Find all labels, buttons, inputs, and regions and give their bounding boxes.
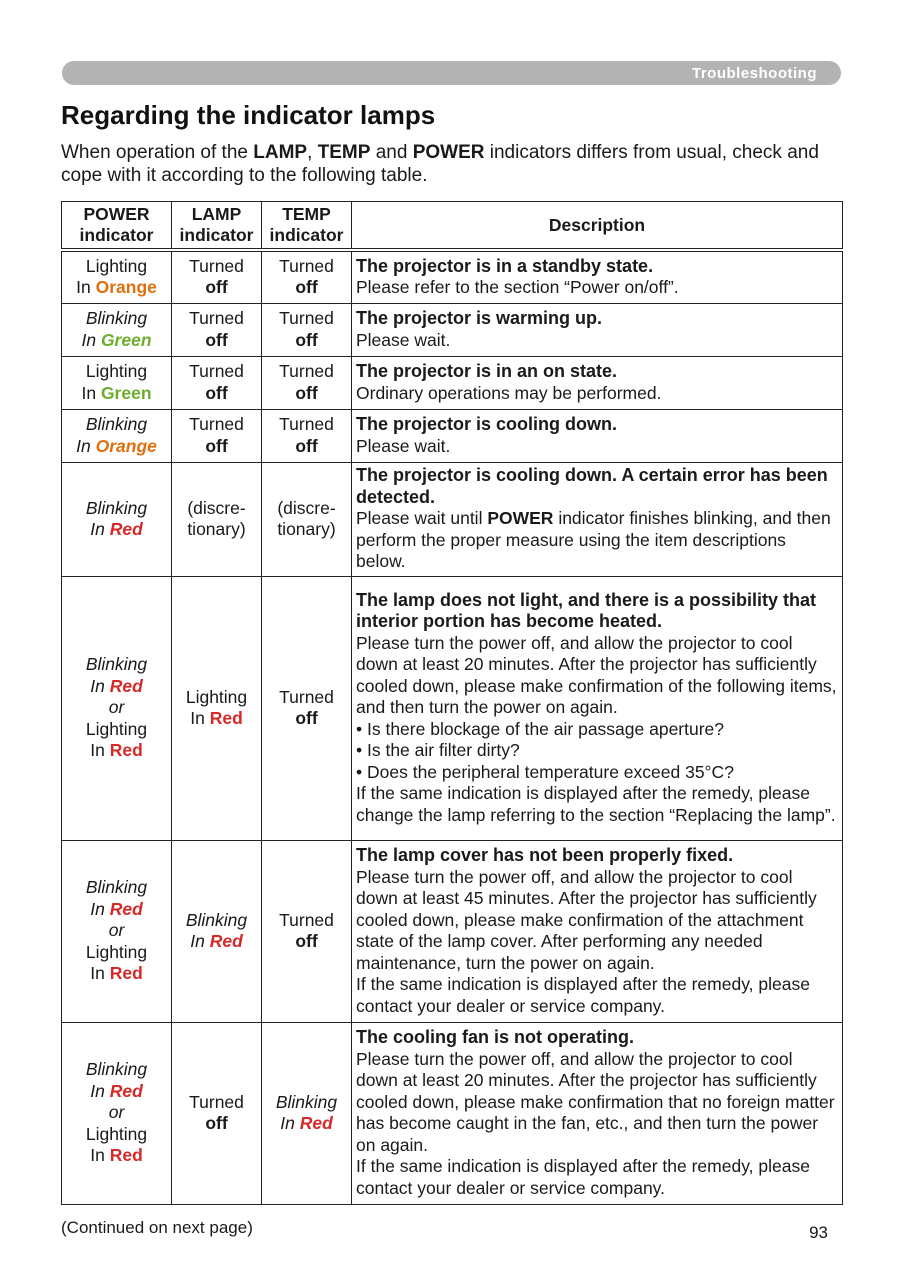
description-cell: The lamp does not light, and there is a possibility that interior portion has become heated. Please turn the power off, and allow the projector to cool down at least 20 minutes. After the projector has sufficiently cooled down, please make confirmation of the following items, and then turn the power on again. • Is there blockage of the air passage aperture? • Is the air filter dirty? • Does the peripheral temperature exceed 35°C? If the same indication is displayed after the remedy, please change the lamp referring to the section “Replacing the lamp”. [352,576,843,840]
description-cell: The projector is in an on state. Ordinary operations may be performed. [352,356,843,409]
orange-status: Orange [95,435,157,456]
table-header-row [62,202,843,251]
description-cell: The lamp cover has not been properly fixed. Please turn the power off, and allow the projector to cool down at least 45 minutes. After the projector has sufficiently cooled down, please make confirmation of the attachment state of the lamp cover. After performing any needed maintenance, turn the power on again. If the same indication is displayed after the remedy, please contact your dealer or service company. [352,840,843,1022]
intro-lamp: LAMP [253,142,308,163]
page-title: Regarding the indicator lamps [61,100,436,130]
intro-text-2: indicators differs from usual, check and cope with it according to the following table. [61,142,819,186]
power-cell: Blinking In Red or Lighting In Red [62,1022,172,1204]
header-lamp: LAMP indicator [172,202,262,251]
section-label: Troubleshooting [692,65,817,82]
power-cell: Lighting In Orange [62,250,172,303]
power-cell: Blinking In Red [62,462,172,576]
intro-text-1: When operation of the [61,142,254,163]
temp-cell: Turned off [262,409,352,462]
green-status: Green [100,329,152,350]
power-cell: Blinking In Red or Lighting In Red [62,576,172,840]
temp-cell: Turned off [262,840,352,1022]
page-number: 93 [809,1223,828,1242]
power-cell: Blinking In Orange [62,409,172,462]
lamp-cell: Turned off [172,356,262,409]
lamp-cell: Blinking In Red [172,840,262,1022]
intro-sep-2: and [370,142,413,163]
table-row [62,840,843,1022]
header-power: POWER indicator [62,202,172,251]
red-status: Red [109,1080,143,1101]
description-cell: The projector is in a standby state. Please refer to the section “Power on/off”. [352,250,843,303]
lamp-cell: Turned off [172,303,262,356]
power-cell: Blinking In Red or Lighting In Red [62,840,172,1022]
red-status: Red [109,963,143,984]
description-cell: The projector is warming up. Please wait. [352,303,843,356]
description-cell: The cooling fan is not operating. Please turn the power off, and allow the projector to cool down at least 20 minutes. After the projector has sufficiently cooled down, please make confirmation that no foreign matter has become caught in the fan, etc., and then turn the power on again. If the same indication is displayed after the remedy, please contact your dealer or service company. [352,1022,843,1204]
red-status: Red [299,1113,333,1133]
header-temp: TEMP indicator [262,202,352,251]
description-cell: The projector is cooling down. Please wait. [352,409,843,462]
red-status: Red [109,740,143,761]
temp-cell: Turned off [262,356,352,409]
lamp-cell: Lighting In Red [172,576,262,840]
lamp-cell: Turned off [172,1022,262,1204]
table-row [62,303,843,356]
table-row [62,1022,843,1204]
temp-cell: Turned off [262,303,352,356]
red-status: Red [109,898,143,919]
lamp-cell: Turned off [172,409,262,462]
indicator-table [61,201,843,1205]
description-cell: The projector is cooling down. A certain error has been detected. Please wait until POWER indicator finishes blinking, and then perform the proper measure using the item descriptions below. [352,462,843,576]
table-row [62,409,843,462]
red-status: Red [109,1145,143,1166]
table-row [62,356,843,409]
orange-status: Orange [95,277,157,298]
red-status: Red [209,708,243,728]
temp-cell: Turned off [262,250,352,303]
temp-cell: (discre- tionary) [262,462,352,576]
lamp-cell: Turned off [172,250,262,303]
red-status: Red [209,931,243,951]
table-row [62,576,843,840]
red-status: Red [109,675,143,696]
power-cell: Blinking In Green [62,303,172,356]
intro-paragraph [61,141,841,187]
red-status: Red [109,519,143,539]
continued-note: (Continued on next page) [61,1218,253,1237]
green-status: Green [100,382,152,403]
temp-cell: Turned off [262,576,352,840]
table-row [62,250,843,303]
intro-power: POWER [412,142,485,163]
table-row [62,462,843,576]
power-cell: Lighting In Green [62,356,172,409]
intro-sep-1: , [307,142,318,163]
temp-cell: Blinking In Red [262,1022,352,1204]
section-header-bar [62,61,841,85]
header-description: Description [352,202,843,251]
intro-temp: TEMP [317,142,371,163]
lamp-cell: (discre- tionary) [172,462,262,576]
